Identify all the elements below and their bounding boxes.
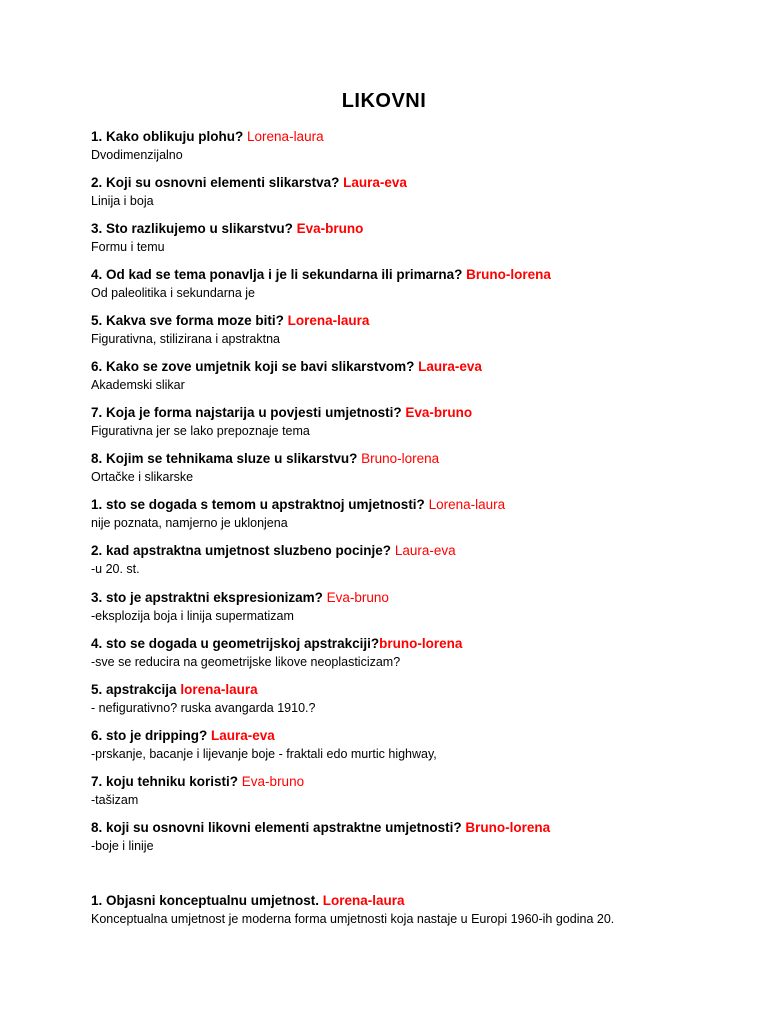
question-line [91, 358, 731, 376]
assignee-label: Laura-eva [418, 359, 482, 374]
answer-text: Konceptualna umjetnost je moderna forma umjetnosti koja nastaje u Europi 1960-ih godina 20. [91, 912, 615, 926]
answer-text: -u 20. st. [91, 562, 140, 576]
question-text: 4. Od kad se tema ponavlja i je li sekundarna ili primarna? [91, 267, 463, 282]
qa-item [91, 174, 731, 210]
assignee-label: Lorena-laura [247, 129, 324, 144]
question-line [91, 450, 731, 468]
question-line [91, 312, 731, 330]
qa-item [91, 727, 731, 763]
qa-item [91, 681, 731, 717]
assignee-label: Laura-eva [343, 175, 407, 190]
assignee-label: Bruno-lorena [465, 820, 551, 835]
assignee-label: Laura-eva [394, 543, 456, 558]
question-line [91, 819, 731, 837]
assignee-label: Laura-eva [211, 728, 275, 743]
question-text: 7. Koja je forma najstarija u povjesti umjetnosti? [91, 405, 402, 420]
question-line [91, 635, 731, 653]
question-line [91, 773, 731, 791]
page-title: LIKOVNI [341, 90, 427, 112]
answer-text: Ortačke i slikarske [91, 470, 194, 484]
answer-text: -sve se reducira na geometrijske likove neoplasticizam? [91, 655, 401, 669]
question-text: 3. sto je apstraktni ekspresionizam? [91, 590, 323, 605]
qa-item [91, 892, 731, 928]
answer-text: Formu i temu [91, 240, 165, 254]
question-line [91, 266, 731, 284]
question-text: 1. Kako oblikuju plohu? [91, 129, 244, 144]
question-text: 1. Objasni konceptualnu umjetnost. [91, 893, 320, 908]
assignee-label: Bruno-lorena [361, 451, 440, 466]
question-text: 8. Kojim se tehnikama sluze u slikarstvu? [91, 451, 358, 466]
answer-text: nije poznata, namjerno je uklonjena [91, 516, 288, 530]
qa-item [91, 819, 731, 855]
question-text: 5. Kakva sve forma moze biti? [91, 313, 284, 328]
assignee-label: Bruno-lorena [466, 267, 551, 282]
assignee-label: Eva-bruno [405, 405, 473, 420]
assignee-label: Eva-bruno [296, 221, 364, 236]
question-line [91, 589, 731, 607]
qa-item [91, 312, 731, 348]
question-text: 6. Kako se zove umjetnik koji se bavi slikarstvom? [91, 359, 415, 374]
answer-text: Figurativna jer se lako prepoznaje tema [91, 424, 310, 438]
question-line [91, 681, 731, 699]
qa-item [91, 450, 731, 486]
question-text: 2. Koji su osnovni elementi slikarstva? [91, 175, 340, 190]
answer-text: -boje i linije [91, 839, 154, 853]
question-line [91, 496, 731, 514]
qa-item [91, 266, 731, 302]
question-text: 2. kad apstraktna umjetnost sluzbeno pocinje? [91, 543, 392, 558]
question-text: 8. koji su osnovni likovni elementi apstraktne umjetnosti? [91, 820, 462, 835]
qa-item [91, 496, 731, 532]
assignee-label: Eva-bruno [326, 590, 389, 605]
answer-text: -tašizam [91, 793, 139, 807]
answer-text: Figurativna, stilizirana i apstraktna [91, 332, 280, 346]
qa-item [91, 589, 731, 625]
qa-item [91, 773, 731, 809]
qa-item [91, 542, 731, 578]
question-text: 4. sto se dogada u geometrijskoj apstrakciji? [91, 636, 380, 651]
answer-text: Od paleolitika i sekundarna je [91, 286, 255, 300]
answer-text: Linija i boja [91, 194, 154, 208]
answer-text: Dvodimenzijalno [91, 148, 183, 162]
answer-text: Akademski slikar [91, 378, 185, 392]
question-line [91, 128, 731, 146]
question-line [91, 174, 731, 192]
assignee-label: bruno-lorena [379, 636, 463, 651]
question-text: 7. koju tehniku koristi? [91, 774, 239, 789]
qa-item [91, 128, 731, 164]
qa-item [91, 635, 731, 671]
question-line [91, 404, 731, 422]
assignee-label: Lorena-laura [287, 313, 370, 328]
question-line [91, 727, 731, 745]
assignee-label: Lorena-laura [322, 893, 405, 908]
qa-item [91, 404, 731, 440]
assignee-label: Eva-bruno [241, 774, 305, 789]
question-text: 5. apstrakcija [91, 682, 177, 697]
question-line [91, 220, 731, 238]
assignee-label: lorena-laura [180, 682, 258, 697]
assignee-label: Lorena-laura [428, 497, 506, 512]
answer-text: -eksplozija boja i linija supermatizam [91, 609, 294, 623]
question-line [91, 542, 731, 560]
answer-text: - nefigurativno? ruska avangarda 1910.? [91, 701, 316, 715]
question-text: 3. Sto razlikujemo u slikarstvu? [91, 221, 293, 236]
qa-item [91, 220, 731, 256]
answer-text: -prskanje, bacanje i lijevanje boje - fraktali edo murtic highway, [91, 747, 437, 761]
question-text: 1. sto se dogada s temom u apstraktnoj umjetnosti? [91, 497, 425, 512]
question-text: 6. sto je dripping? [91, 728, 208, 743]
qa-item [91, 358, 731, 394]
question-line [91, 892, 731, 910]
